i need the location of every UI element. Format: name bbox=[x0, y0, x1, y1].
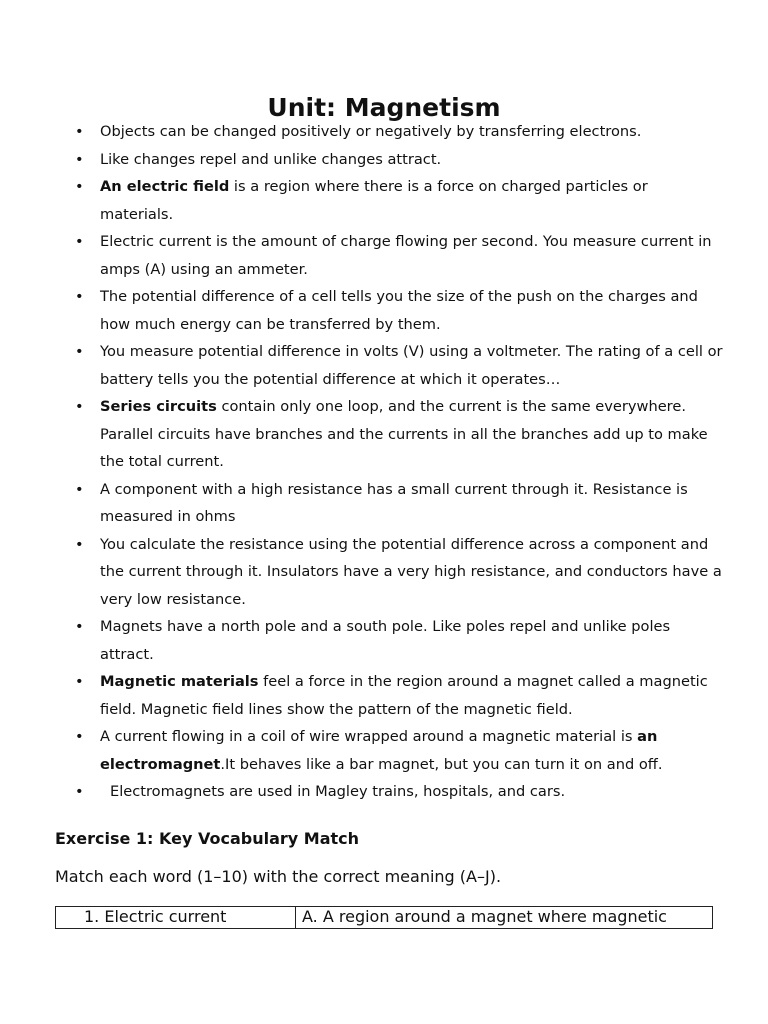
bullet-icon: • bbox=[75, 618, 84, 635]
page-title: Unit: Magnetism bbox=[267, 93, 501, 122]
list-item: • An electric field is a region where there is a force on charged particles or materials. bbox=[75, 173, 725, 228]
list-item: • You measure potential difference in volts (V) using a voltmeter. The rating of a cell or battery tells you the potential difference at which it operates… bbox=[75, 338, 725, 393]
table-bottom-border bbox=[55, 928, 713, 929]
vocabulary-table bbox=[55, 906, 713, 928]
exercise-title: Exercise 1: Key Vocabulary Match bbox=[55, 829, 360, 848]
bullet-icon: • bbox=[75, 783, 84, 800]
list-item: • Magnets have a north pole and a south pole. Like poles repel and unlike poles attract. bbox=[75, 613, 725, 668]
list-item: • Electric current is the amount of charge flowing per second. You measure current in amps (A) using an ammeter. bbox=[75, 228, 725, 283]
bullet-icon: • bbox=[75, 673, 84, 690]
list-item: • Series circuits contain only one loop, and the current is the same everywhere. Parallel circuits have branches and the currents in all the branches add up to make the total current. bbox=[75, 393, 725, 476]
list-item: • Like changes repel and unlike changes attract. bbox=[75, 146, 725, 174]
bullet-icon: • bbox=[75, 288, 84, 305]
bullet-icon: • bbox=[75, 178, 84, 195]
list-item: • The potential difference of a cell tells you the size of the push on the charges and how much energy can be transferred by them. bbox=[75, 283, 725, 338]
exercise-instruction: Match each word (1–10) with the correct meaning (A–J). bbox=[55, 867, 502, 886]
list-item: • Electromagnets are used in Magley trains, hospitals, and cars. bbox=[75, 778, 725, 806]
bullet-icon: • bbox=[75, 535, 84, 553]
bullet-icon: • bbox=[75, 343, 84, 360]
list-item: • A current flowing in a coil of wire wrapped around a magnetic material is an electromagnet.It behaves like a bar magnet, but you can turn it on and off. bbox=[75, 723, 725, 778]
list-item: • You calculate the resistance using the potential difference across a component and the current through it. Insulators have a very high resistance, and conductors have a very low resistance. bbox=[75, 531, 725, 614]
table-cell-meaning: A. A region around a magnet where magnetic bbox=[302, 907, 667, 926]
list-item: • A component with a high resistance has a small current through it. Resistance is measured in ohms bbox=[75, 476, 725, 531]
list-item: • Objects can be changed positively or negatively by transferring electrons. bbox=[75, 118, 725, 146]
bullet-icon: • bbox=[75, 150, 84, 168]
bullet-icon: • bbox=[75, 480, 84, 498]
bullet-list bbox=[75, 118, 725, 806]
bullet-icon: • bbox=[75, 398, 84, 415]
bullet-icon: • bbox=[75, 233, 84, 250]
bullet-icon: • bbox=[75, 728, 84, 745]
list-item: • Magnetic materials feel a force in the region around a magnet called a magnetic field. Magnetic field lines show the pattern of the magnetic field. bbox=[75, 668, 725, 723]
bullet-icon: • bbox=[75, 123, 84, 140]
table-cell-word: 1. Electric current bbox=[56, 907, 296, 928]
